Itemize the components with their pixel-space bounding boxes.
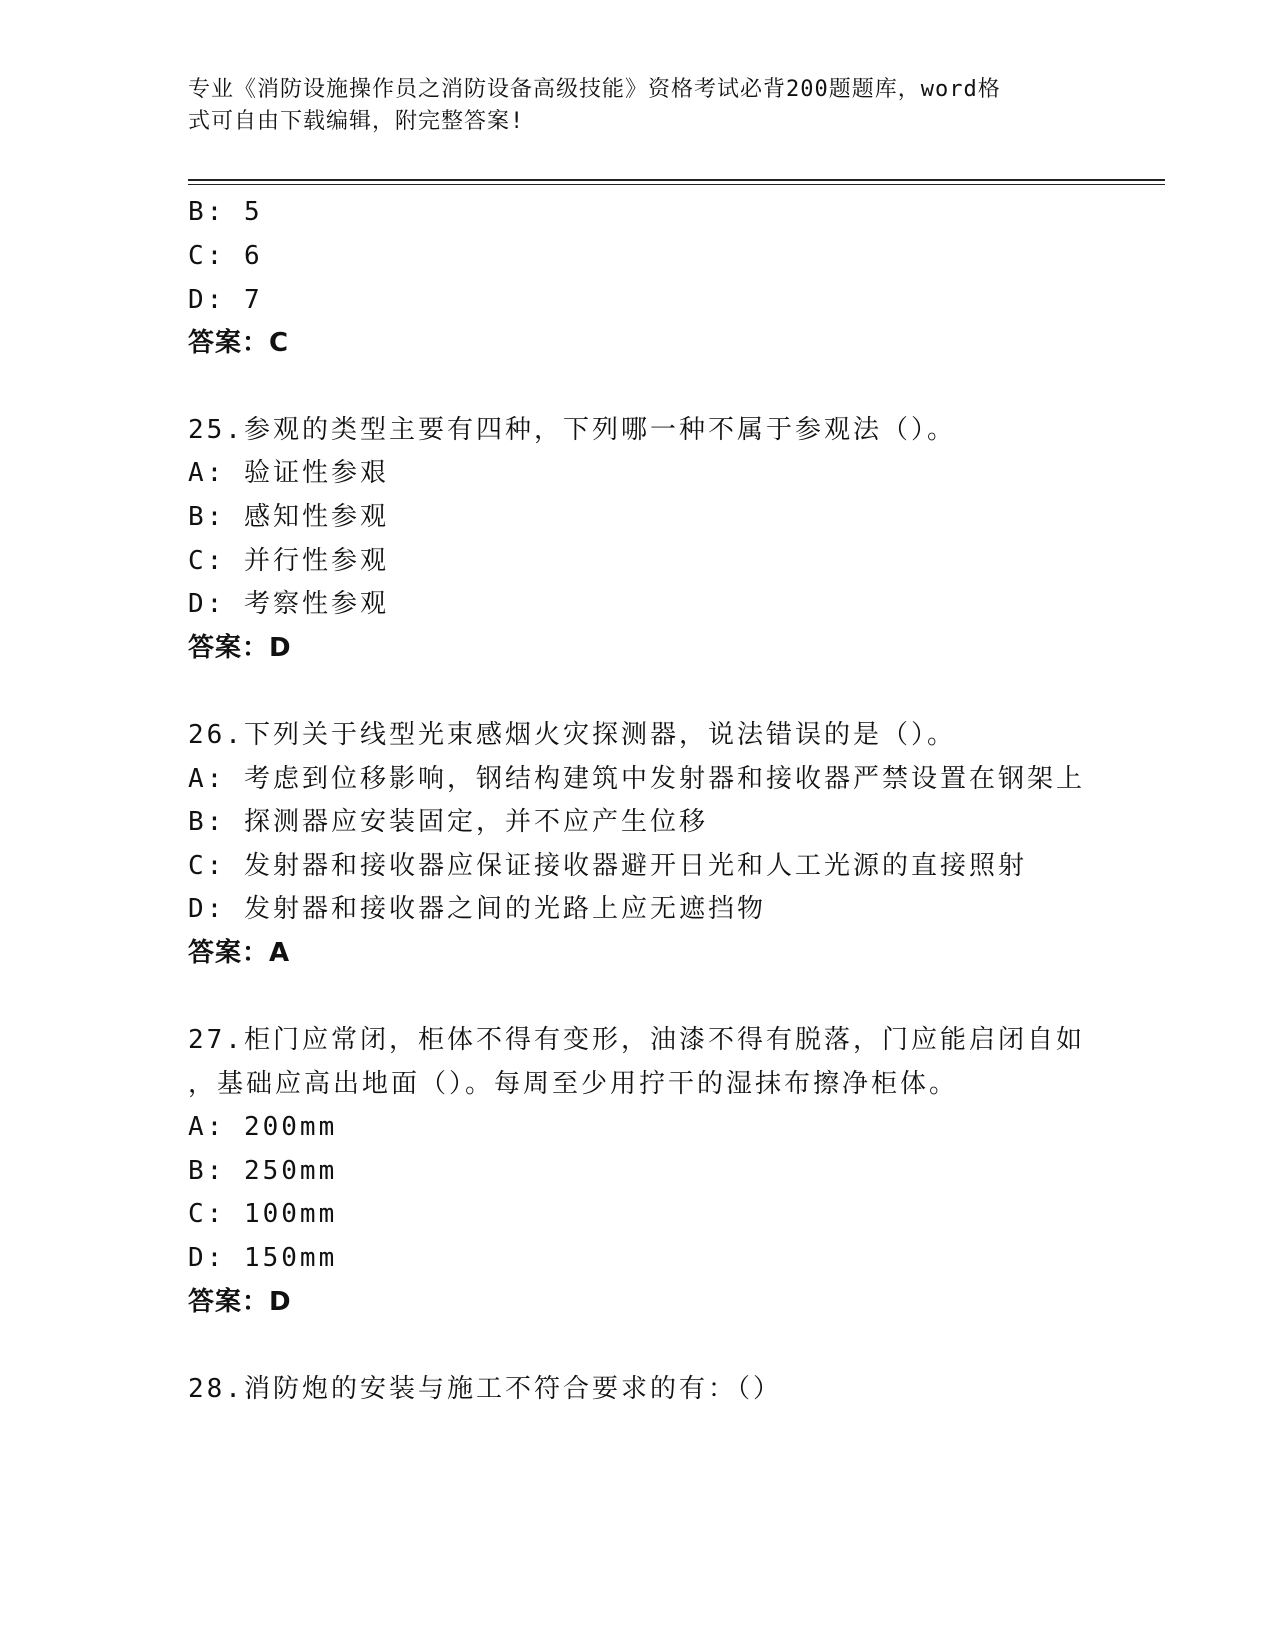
q26-option-d: D: 发射器和接收器之间的光路上应无遮挡物 xyxy=(188,894,766,924)
q27-option-b: B: 250mm xyxy=(188,1156,338,1186)
q28-question: 28.消防炮的安装与施工不符合要求的有：（） xyxy=(188,1374,782,1404)
q26-question: 26.下列关于线型光束感烟火灾探测器，说法错误的是（）。 xyxy=(188,720,956,750)
q25-option-c: C: 并行性参观 xyxy=(188,546,389,576)
q25-option-a: A: 验证性参艰 xyxy=(188,458,389,488)
q24-option-d: D: 7 xyxy=(188,285,263,315)
q26-option-a: A: 考虑到位移影响，钢结构建筑中发射器和接收器严禁设置在钢架上 xyxy=(188,764,1085,794)
q27-question-line-2: ，基础应高出地面（）。每周至少用拧干的湿抹布擦净柜体。 xyxy=(188,1069,959,1099)
q25-answer: 答案：D xyxy=(188,633,292,663)
q27-question-line-1: 27.柜门应常闭，柜体不得有变形，油漆不得有脱落，门应能启闭自如 xyxy=(188,1025,1085,1055)
header-line-2: 式可自由下载编辑，附完整答案! xyxy=(188,109,525,134)
q27-option-a: A: 200mm xyxy=(188,1112,338,1142)
q26-option-b: B: 探测器应安装固定，并不应产生位移 xyxy=(188,807,708,837)
document-header xyxy=(188,74,1068,138)
q24-answer: 答案：C xyxy=(188,328,290,358)
q26-answer: 答案：A xyxy=(188,938,291,968)
q24-option-c: C: 6 xyxy=(188,241,263,271)
header-divider-thick xyxy=(188,179,1165,181)
q24-option-b: B: 5 xyxy=(188,197,263,227)
header-line-1: 专业《消防设施操作员之消防设备高级技能》资格考试必背200题题库，word格 xyxy=(188,77,1001,102)
q26-option-c: C: 发射器和接收器应保证接收器避开日光和人工光源的直接照射 xyxy=(188,851,1027,881)
q25-option-b: B: 感知性参观 xyxy=(188,502,389,532)
header-divider-thin xyxy=(188,184,1165,185)
q25-question: 25.参观的类型主要有四种，下列哪一种不属于参观法（）。 xyxy=(188,415,956,445)
q25-option-d: D: 考察性参观 xyxy=(188,589,389,619)
q27-option-c: C: 100mm xyxy=(188,1199,338,1229)
q27-option-d: D: 150mm xyxy=(188,1243,338,1273)
q27-answer: 答案：D xyxy=(188,1287,292,1317)
